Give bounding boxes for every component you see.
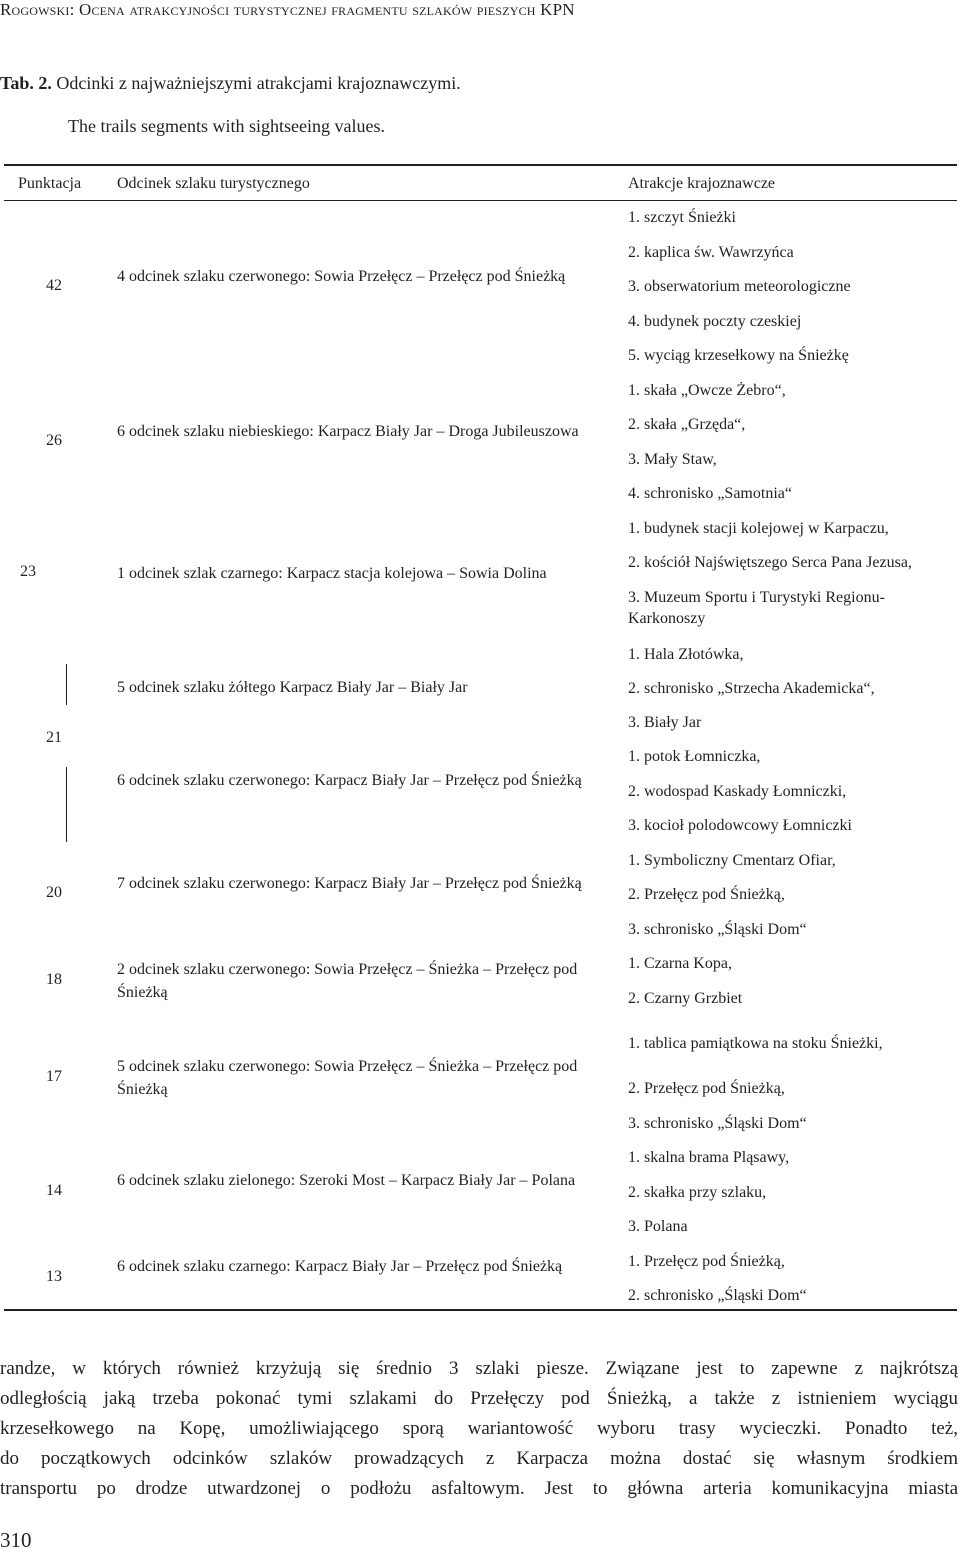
body-line: transportu po drodze utwardzonej o podłożu asfaltowym. Jest to główna arteria komunikacyjna miasta <box>0 1478 958 1499</box>
body-line: do początkowych odcinków szlaków prowadzących z Karpacza można dostać się własnym środkiem <box>0 1448 958 1469</box>
attraction-item: 1. potok Łomniczka, <box>628 748 761 765</box>
attraction-item: 2. schronisko „Śląski Dom“ <box>628 1287 807 1304</box>
column-header-score: Punktacja <box>18 175 82 192</box>
attraction-item: 3. Muzeum Sportu i Turystyki Regionu-Karkonoszy <box>628 589 885 627</box>
attraction-item: 1. Symboliczny Cmentarz Ofiar, <box>628 852 836 869</box>
score-cell: 23 <box>20 563 36 580</box>
score-cell: 14 <box>46 1182 62 1199</box>
page-number: 310 <box>0 1528 32 1552</box>
table-header-rule <box>4 200 957 201</box>
table-top-rule <box>4 164 957 166</box>
attraction-item: 1. tablica pamiątkowa na stoku Śnieżki, <box>628 1035 883 1052</box>
table-label: Tab. 2. <box>0 73 52 93</box>
segment-cell: 6 odcinek szlaku zielonego: Szeroki Most – Karpacz Biały Jar – Polana <box>117 1172 576 1189</box>
attraction-item: 1. Przełęcz pod Śnieżką, <box>628 1253 785 1270</box>
attraction-item: 2. schronisko „Strzecha Akademicka“, <box>628 680 875 697</box>
segment-cell: 1 odcinek szlak czarnego: Karpacz stacja kolejowa – Sowia Dolina <box>117 565 547 582</box>
segment-cell: 7 odcinek szlaku czerwonego: Karpacz Biały Jar – Przełęcz pod Śnieżką <box>117 875 582 892</box>
attraction-item: 3. Biały Jar <box>628 714 702 731</box>
attraction-item: 2. kaplica św. Wawrzyńca <box>628 244 794 261</box>
attraction-item: 4. budynek poczty czeskiej <box>628 313 802 330</box>
column-header-attractions: Atrakcje krajoznawcze <box>628 175 776 192</box>
body-line: krzesełkowego na Kopę, umożliwiającego sporą wariantowość wyboru trasy wycieczki. Ponadto też, <box>0 1418 958 1439</box>
segment-cell: 6 odcinek szlaku czerwonego: Karpacz Biały Jar – Przełęcz pod Śnieżką <box>117 772 582 789</box>
table-title-en: The trails segments with sightseeing values. <box>68 116 385 136</box>
attraction-item: 5. wyciąg krzesełkowy na Śnieżkę <box>628 347 849 364</box>
table-bottom-rule <box>4 1309 957 1311</box>
attraction-item: 1. skała „Owcze Żebro“, <box>628 382 786 399</box>
table-caption <box>0 73 461 94</box>
score-cell: 18 <box>46 971 62 988</box>
running-header: Rogowski: Ocena atrakcyjności turystycznej fragmentu szlaków pieszych KPN <box>0 0 575 19</box>
attraction-item: 2. wodospad Kaskady Łomniczki, <box>628 783 847 800</box>
segment-cell: 5 odcinek szlaku czerwonego: Sowia Przełęcz – Śnieżka – Przełęcz pod Śnieżką <box>117 1058 578 1098</box>
score-cell: 17 <box>46 1068 62 1085</box>
segment-cell: 5 odcinek szlaku żółtego Karpacz Biały Jar – Biały Jar <box>117 679 468 696</box>
attraction-item: 3. schronisko „Śląski Dom“ <box>628 921 807 938</box>
table-title-pl: Odcinki z najważniejszymi atrakcjami krajoznawczymi. <box>51 73 461 93</box>
attraction-item: 3. Polana <box>628 1218 688 1235</box>
attraction-item: 3. schronisko „Śląski Dom“ <box>628 1115 807 1132</box>
attraction-item: 2. skałka przy szlaku, <box>628 1184 767 1201</box>
score-cell: 20 <box>46 884 62 901</box>
body-line: odległością jaką trzeba pokonać tymi szlakami do Przełęczy pod Śnieżką, a także z istnieniem wyciągu <box>0 1388 958 1409</box>
score-cell: 42 <box>46 277 62 294</box>
attraction-item: 2. Czarny Grzbiet <box>628 990 743 1007</box>
body-paragraph <box>0 1354 958 1504</box>
row-separator-line <box>66 767 67 842</box>
attraction-item: 1. Czarna Kopa, <box>628 955 732 972</box>
score-cell: 21 <box>46 729 62 746</box>
body-line: randze, w których również krzyżują się średnio 3 szlaki piesze. Związane jest to zapewne z najkrótszą <box>0 1358 958 1379</box>
attraction-item: 1. budynek stacji kolejowej w Karpaczu, <box>628 520 889 537</box>
score-cell: 13 <box>46 1268 62 1285</box>
attraction-item: 3. Mały Staw, <box>628 451 717 468</box>
score-cell: 26 <box>46 432 62 449</box>
segment-cell: 6 odcinek szlaku czarnego: Karpacz Biały Jar – Przełęcz pod Śnieżką <box>117 1258 563 1275</box>
attraction-item: 2. Przełęcz pod Śnieżką, <box>628 886 785 903</box>
attraction-item: 3. kocioł polodowcowy Łomniczki <box>628 817 852 834</box>
attraction-item: 3. obserwatorium meteorologiczne <box>628 278 851 295</box>
attraction-item: 2. kościół Najświętszego Serca Pana Jezusa, <box>628 554 912 571</box>
attraction-item: 2. skała „Grzęda“, <box>628 416 746 433</box>
segment-cell: 4 odcinek szlaku czerwonego: Sowia Przełęcz – Przełęcz pod Śnieżką <box>117 268 566 285</box>
column-header-segment: Odcinek szlaku turystycznego <box>117 175 310 192</box>
attraction-item: 4. schronisko „Samotnia“ <box>628 485 792 502</box>
row-separator-line <box>66 664 67 705</box>
attraction-item: 1. Hala Złotówka, <box>628 646 744 663</box>
attraction-item: 1. skalna brama Pląsawy, <box>628 1149 790 1166</box>
attraction-item: 1. szczyt Śnieżki <box>628 209 736 226</box>
attraction-item: 2. Przełęcz pod Śnieżką, <box>628 1080 785 1097</box>
segment-cell: 2 odcinek szlaku czerwonego: Sowia Przełęcz – Śnieżka – Przełęcz pod Śnieżką <box>117 961 578 1001</box>
segment-cell: 6 odcinek szlaku niebieskiego: Karpacz Biały Jar – Droga Jubileuszowa <box>117 423 579 440</box>
